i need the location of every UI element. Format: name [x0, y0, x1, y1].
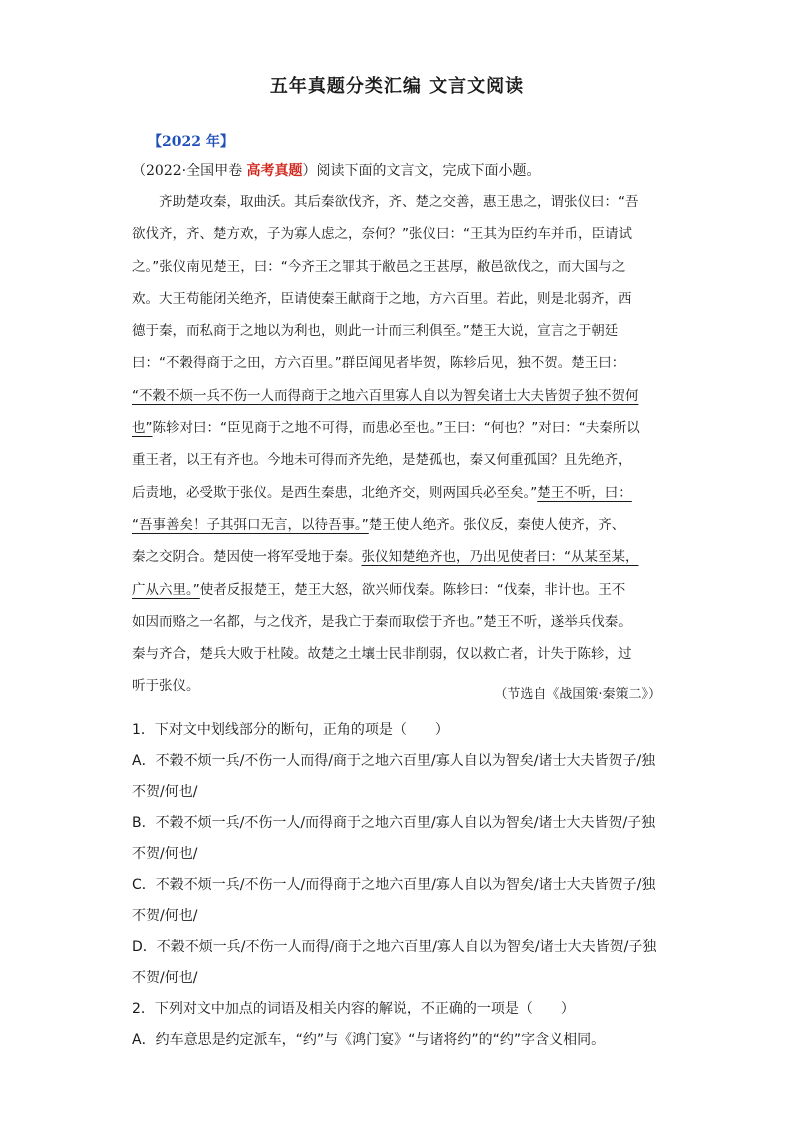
option-b-cont: 不贺/何也/	[132, 846, 198, 862]
option-b: B．不穀不烦一兵/不伤一人/而得商于之地六百里/寡人自以为智矣/诸士大夫皆贺/子独	[132, 815, 656, 831]
intro-suffix: ）阅读下面的文言文，完成下面小题。	[302, 163, 541, 179]
intro-prefix: （2022·全国甲卷	[132, 163, 247, 179]
option-c-cont: 不贺/何也/	[132, 908, 198, 924]
passage-line: 欢。大王苟能闭关绝齐，臣请使秦王献商于之地，方六百里。若此，则是北弱齐，西	[132, 290, 632, 307]
passage-line: 重王者，以王有齐也。今地未可得而齐先绝，是楚孤也，秦又何重孤国？且先绝齐，	[132, 452, 632, 469]
passage-line	[132, 574, 660, 606]
question-1	[132, 715, 662, 1056]
plain-segment: 后责地，必受欺于张仪。是西生秦患，北绝齐交，则两国兵必至矣。”	[132, 484, 538, 501]
option-d: D．不穀不烦一兵/不伤一人而得/商于之地六百里/寡人自以为智矣/诸士大夫皆贺/子独	[132, 939, 657, 955]
plain-segment: 陈轸对曰：“臣见商于之地不可得，而患必至也。”王曰：“何也？”对曰：“夫秦所以	[152, 420, 640, 437]
document-title: 五年真题分类汇编 文言文阅读	[269, 76, 525, 97]
underlined-segment: 广从六里。”	[132, 581, 200, 598]
question-stem: 1．下对文中划线部分的断句，正角的项是（ ）	[132, 722, 449, 738]
passage-line: 德于秦，而私商于之地以为利也，则此一计而三利俱至。”楚王大说，宣言之于朝廷	[132, 323, 619, 340]
classical-passage	[132, 186, 660, 703]
passage-line	[132, 380, 660, 412]
intro-highlight: 高考真题	[246, 163, 303, 179]
question-intro	[132, 160, 541, 180]
passage-line: 曰：“不穀得商于之田，方六百里。”群臣闻见者毕贺，陈轸后见，独不贺。楚王曰：	[132, 355, 626, 372]
passage-line: 秦与齐合，楚兵大败于杜陵。故楚之土壤士民非削弱，仅以救亡者，计失于陈轸，过	[132, 646, 632, 663]
question-stem: 2．下列对文中加点的词语及相关内容的解说，不正确的一项是（ ）	[132, 1001, 575, 1017]
plain-segment: 秦之交阴合。楚因使一将军受地于秦。	[132, 549, 362, 566]
year-tag: 【2022 年】	[148, 134, 234, 150]
option-a: A．约车意思是约定派车，“约”与《鸿门宴》“与诸将约”的“约”字含义相同。	[132, 1032, 606, 1048]
option-c: C．不穀不烦一兵/不伤一人/而得商于之地六百里/寡人自以为智矣/诸士大夫皆贺子/独	[132, 877, 656, 893]
passage-line	[132, 477, 660, 509]
underlined-segment: 张仪知楚绝齐也，乃出见使者曰：“从某至某，	[361, 549, 639, 566]
option-a: A．不穀不烦一兵/不伤一人而得/商于之地六百里/寡人自以为智矣/诸士大夫皆贺子/独	[132, 753, 656, 769]
passage-line: 听于张仪。	[132, 678, 200, 695]
passage-line: 如因而赂之一名都，与之伐齐，是我亡于秦而取偿于齐也。”楚王不听，遂举兵伐秦。	[132, 613, 632, 630]
underlined-segment: 也”	[132, 420, 153, 437]
passage-line: 之。”张仪南见楚王，曰：“今齐王之罪其于敝邑之王甚厚，敝邑欲伐之，而大国与之	[132, 258, 626, 275]
plain-segment: 使者反报楚王，楚王大怒，欲兴师伐秦。陈轸曰：“伐秦，非计也。王不	[199, 581, 626, 598]
underlined-segment: 楚王不听，曰：	[537, 484, 632, 501]
passage-line	[132, 541, 660, 573]
underlined-segment: “不穀不烦一兵不伤一人而得商于之地六百里寡人自以为智矣诸士大夫皆贺子独不贺何	[132, 387, 639, 404]
passage-line	[132, 412, 660, 444]
option-d-cont: 不贺/何也/	[132, 970, 198, 986]
plain-segment: 楚王使人绝齐。张仪反，秦使人使齐，齐、	[368, 516, 626, 533]
option-a-cont: 不贺/何也/	[132, 784, 198, 800]
passage-line: 齐助楚攻秦，取曲沃。其后秦欲伐齐，齐、楚之交善，惠王患之，谓张仪曰：“吾	[159, 194, 639, 210]
underlined-segment: “吾事善矣！子其弭口无言，以待吾事。”	[132, 516, 369, 533]
passage-line: 欲伐齐，齐、楚方欢，子为寡人虑之，奈何？”张仪曰：“王其为臣约车并币，臣请试	[132, 226, 632, 243]
passage-source: （节选自《战国策·秦策二》）	[494, 687, 661, 702]
passage-line	[132, 509, 660, 541]
